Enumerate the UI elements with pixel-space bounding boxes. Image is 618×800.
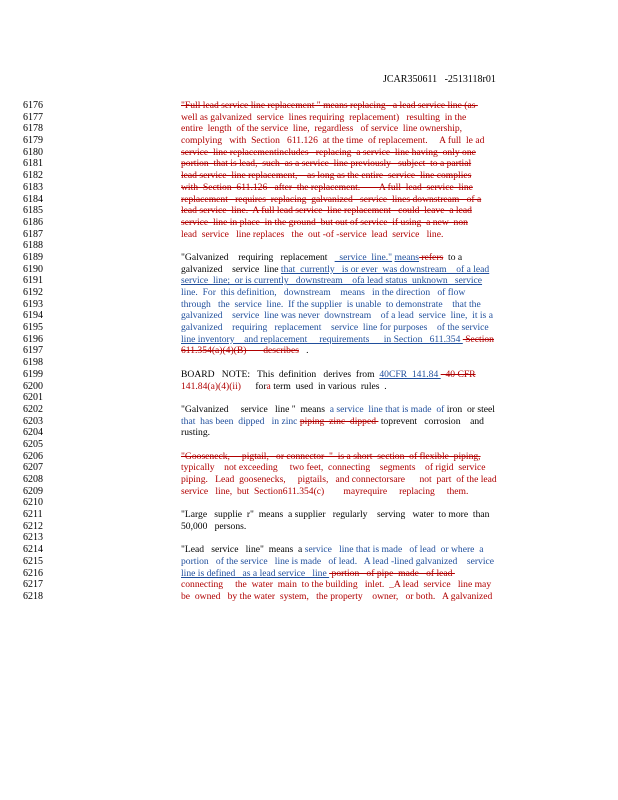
document-line	[0, 205, 618, 217]
deleted-text: Section	[462, 333, 494, 345]
document-line	[0, 556, 618, 568]
line-text	[181, 381, 541, 393]
line-number: 6176	[23, 100, 43, 111]
line-number: 6185	[23, 205, 43, 217]
document-line	[0, 147, 618, 159]
line-number: 6181	[23, 158, 43, 170]
line-text	[181, 287, 541, 299]
document-line	[0, 217, 618, 229]
document-line	[0, 532, 618, 544]
document-line	[0, 264, 618, 276]
deleted-text: 611.354(a)(4)(B) describes	[181, 345, 299, 357]
line-text	[181, 194, 541, 206]
line-number: 6210	[23, 497, 43, 509]
document-line	[0, 158, 618, 170]
line-text	[181, 322, 541, 334]
document-line	[0, 404, 618, 416]
document-line	[0, 427, 618, 439]
line-number: 6213	[23, 532, 43, 544]
line-number: 6188	[23, 240, 43, 252]
line-text-segment: connecting the water main to the building inlet. _A lead service line may	[181, 579, 492, 591]
line-text-segment: to a	[443, 251, 463, 263]
line-text-segment: .	[298, 345, 309, 357]
line-number: 6214	[23, 544, 43, 556]
document-line	[0, 334, 618, 346]
line-text	[181, 404, 541, 416]
document-line	[0, 544, 618, 556]
line-number: 6182	[23, 170, 43, 182]
document-line	[0, 287, 618, 299]
document-line	[0, 112, 618, 124]
line-number: 6178	[23, 123, 43, 135]
line-number: 6202	[23, 403, 43, 415]
document-line	[0, 322, 618, 334]
line-text	[181, 310, 541, 322]
deleted-text: "Full lead service line replacement " means replacing	[181, 100, 386, 111]
document-line	[0, 579, 618, 591]
line-text-segment: galvanized requiring replacement service line for purposes of the service	[181, 322, 489, 334]
line-text-segment: iron or steel	[444, 403, 495, 415]
line-text-segment: a service line that is made of	[329, 403, 445, 415]
document-line	[0, 591, 618, 603]
document-line	[0, 100, 618, 112]
line-text	[181, 217, 541, 229]
line-number: 6193	[23, 298, 43, 310]
inserted-text: service line; or is currently downstream ofa lead status unknown service	[181, 275, 483, 287]
line-text	[181, 416, 541, 428]
document-line	[0, 299, 618, 311]
line-number: 6190	[23, 263, 43, 275]
line-text-segment: well as galvanized service lines requiring replacement) resulting in the	[181, 111, 467, 123]
document-line	[0, 357, 618, 369]
deleted-text: portion that is lead, such as a service line previously subject to a partial	[181, 158, 472, 170]
line-text-segment: that has been dipped in zinc	[181, 415, 300, 427]
document-line	[0, 451, 618, 463]
line-text	[181, 299, 541, 311]
line-number: 6212	[23, 520, 43, 532]
deleted-text: "Gooseneck, pigtail, or connector " is a short section of flexible piping,	[181, 450, 481, 462]
line-text-segment: "Galvanized requiring replacement	[181, 251, 335, 263]
line-number: 6195	[23, 322, 43, 334]
line-text-segment: line. For this definition, downstream means in the direction of flow	[181, 287, 466, 298]
line-text-segment: be owned by the water system, the property owner, or both. A galvanized	[181, 590, 493, 602]
line-number: 6218	[23, 590, 43, 602]
line-number: 6194	[23, 310, 43, 322]
document-line	[0, 521, 618, 533]
document-line	[0, 509, 618, 521]
line-text	[181, 591, 541, 603]
line-text-segment: toprevent corrosion and	[378, 415, 484, 427]
line-text-segment: a	[266, 380, 271, 392]
line-text	[181, 369, 541, 381]
line-number: 6217	[23, 579, 43, 591]
line-number: 6183	[23, 181, 43, 193]
deleted-text: lead service line replacement, as long as the entire service line complies	[181, 170, 472, 182]
document-line	[0, 486, 618, 498]
line-number: 6208	[23, 474, 43, 485]
line-number: 6199	[23, 368, 43, 380]
line-text	[181, 568, 541, 580]
line-text	[181, 275, 541, 287]
line-text	[181, 100, 541, 112]
line-text-segment: service line that is made of lead or where a	[304, 544, 484, 556]
deleted-text: a lead service line (as	[385, 100, 478, 111]
line-text	[181, 474, 541, 486]
document-line	[0, 310, 618, 322]
line-number: 6189	[23, 251, 43, 263]
document-line	[0, 369, 618, 381]
line-text-segment: through the service line. If the supplier is unable to demonstrate that the	[181, 298, 481, 310]
deleted-text: replacement requires replacing galvanized service lines downstream of a	[181, 193, 482, 205]
line-text	[181, 521, 541, 533]
document-line	[0, 568, 618, 580]
line-text	[181, 264, 541, 276]
line-number: 6216	[23, 567, 43, 579]
line-number: 6204	[23, 427, 43, 439]
inserted-text: line inventory and replacement requirements in Section 611.354	[181, 333, 463, 345]
document-line	[0, 194, 618, 206]
deleted-text: with Section 611.126 after the replacement. A full lead service line	[181, 181, 473, 193]
line-text-segment: service line, but Section611.354(c) mayrequire replacing them.	[181, 485, 469, 497]
deleted-text: portion of pipe made of lead	[329, 567, 455, 579]
deleted-text: lead service line. A full lead service line replacement could leave a lead	[181, 205, 472, 217]
line-text	[181, 556, 541, 568]
document-line	[0, 275, 618, 287]
line-number: 6184	[23, 193, 43, 205]
line-number: 6201	[23, 392, 43, 404]
line-number: 6197	[23, 345, 43, 357]
deleted-text: piping zinc dipped	[299, 415, 379, 427]
line-text	[181, 123, 541, 135]
line-text-segment: lead service line replaces the out -of -service lead service line.	[181, 228, 444, 240]
deleted-text: service line in place in the ground but out of service if using a new non	[181, 216, 468, 228]
line-number: 6209	[23, 485, 43, 497]
line-text-segment: BOARD NOTE: This definition derives from	[181, 368, 380, 380]
line-text	[181, 147, 541, 159]
line-text-segment: "Galvanized service line " means	[181, 403, 330, 415]
line-number: 6192	[23, 287, 43, 298]
document-line	[0, 474, 618, 486]
line-number: 6203	[23, 415, 43, 427]
document-line	[0, 170, 618, 182]
line-text	[181, 579, 541, 591]
line-text-segment: galvanized service line was never downstream of a lead service line, it is a	[181, 310, 493, 322]
line-text-segment: galvanized service line	[181, 263, 281, 275]
line-number: 6177	[23, 111, 43, 123]
line-text	[181, 345, 541, 357]
line-text	[181, 509, 541, 521]
line-number: 6191	[23, 275, 43, 287]
deleted-text: service line replacementincludes replacing a service line having only one	[181, 146, 476, 158]
line-text-segment: typically not exceeding two feet, connecting segments of rigid service	[181, 462, 486, 474]
inserted-text: service line."	[334, 251, 393, 263]
line-text	[181, 427, 541, 439]
document-line	[0, 439, 618, 451]
line-text	[181, 451, 541, 463]
line-text	[181, 170, 541, 182]
inserted-text: 40CFR 141.84	[379, 368, 441, 380]
inserted-text: that currently is or ever was downstream of a lead	[280, 263, 490, 275]
line-text-segment: piping. Lead goosenecks, pigtails, and connectorsare not part of the lead	[181, 474, 497, 485]
line-text-segment: portion of the service line is made of lead. A lead -lined galvanized service	[181, 555, 495, 567]
document-line	[0, 381, 618, 393]
line-text	[181, 544, 541, 556]
line-text-segment: for	[240, 380, 267, 392]
line-text	[181, 205, 541, 217]
line-number: 6180	[23, 146, 43, 158]
document-line	[0, 392, 618, 404]
line-text	[181, 135, 541, 147]
document-line	[0, 416, 618, 428]
line-text-segment: rusting.	[181, 427, 211, 439]
line-number: 6198	[23, 357, 43, 369]
line-number: 6196	[23, 333, 43, 345]
line-text-segment: "Large supplie r" means a supplier regularly serving water to more than	[181, 509, 490, 521]
document-line	[0, 240, 618, 252]
line-number: 6206	[23, 450, 43, 462]
line-text-segment: "Lead service line" means a	[181, 544, 305, 556]
deleted-text: 40 CFR	[440, 368, 476, 380]
line-text-segment: 50,000 persons.	[181, 520, 247, 532]
inserted-text: means	[394, 251, 420, 263]
document-body	[0, 100, 618, 603]
document-line	[0, 497, 618, 509]
document-line	[0, 123, 618, 135]
document-line	[0, 462, 618, 474]
document-line	[0, 252, 618, 264]
line-text	[181, 334, 541, 346]
line-text	[181, 229, 541, 241]
line-text-segment: 141.84(a)(4)(ii)	[181, 380, 241, 392]
line-number: 6200	[23, 380, 43, 392]
line-number: 6207	[23, 462, 43, 474]
document-line	[0, 229, 618, 241]
line-text	[181, 252, 541, 264]
document-line	[0, 345, 618, 357]
document-line	[0, 182, 618, 194]
line-text	[181, 112, 541, 124]
line-number: 6211	[23, 509, 43, 521]
line-number: 6205	[23, 438, 43, 450]
line-text-segment: term used in various rules .	[270, 380, 387, 392]
deleted-text: refers	[419, 251, 444, 263]
line-number: 6186	[23, 216, 43, 228]
line-number: 6187	[23, 228, 43, 240]
line-number: 6215	[23, 555, 43, 567]
line-text-segment: entire length of the service line, regardless of service line ownership,	[181, 123, 463, 135]
inserted-text: line is defined as a lead service line	[181, 567, 330, 579]
document-header: JCAR350611 -2513118r01	[383, 74, 496, 85]
line-text-segment: complying with Section 611.126 at the time of replacement. A full le ad	[181, 135, 485, 147]
line-text	[181, 158, 541, 170]
line-text	[181, 462, 541, 474]
line-number: 6179	[23, 135, 43, 147]
line-text	[181, 486, 541, 498]
document-line	[0, 135, 618, 147]
line-text	[181, 182, 541, 194]
